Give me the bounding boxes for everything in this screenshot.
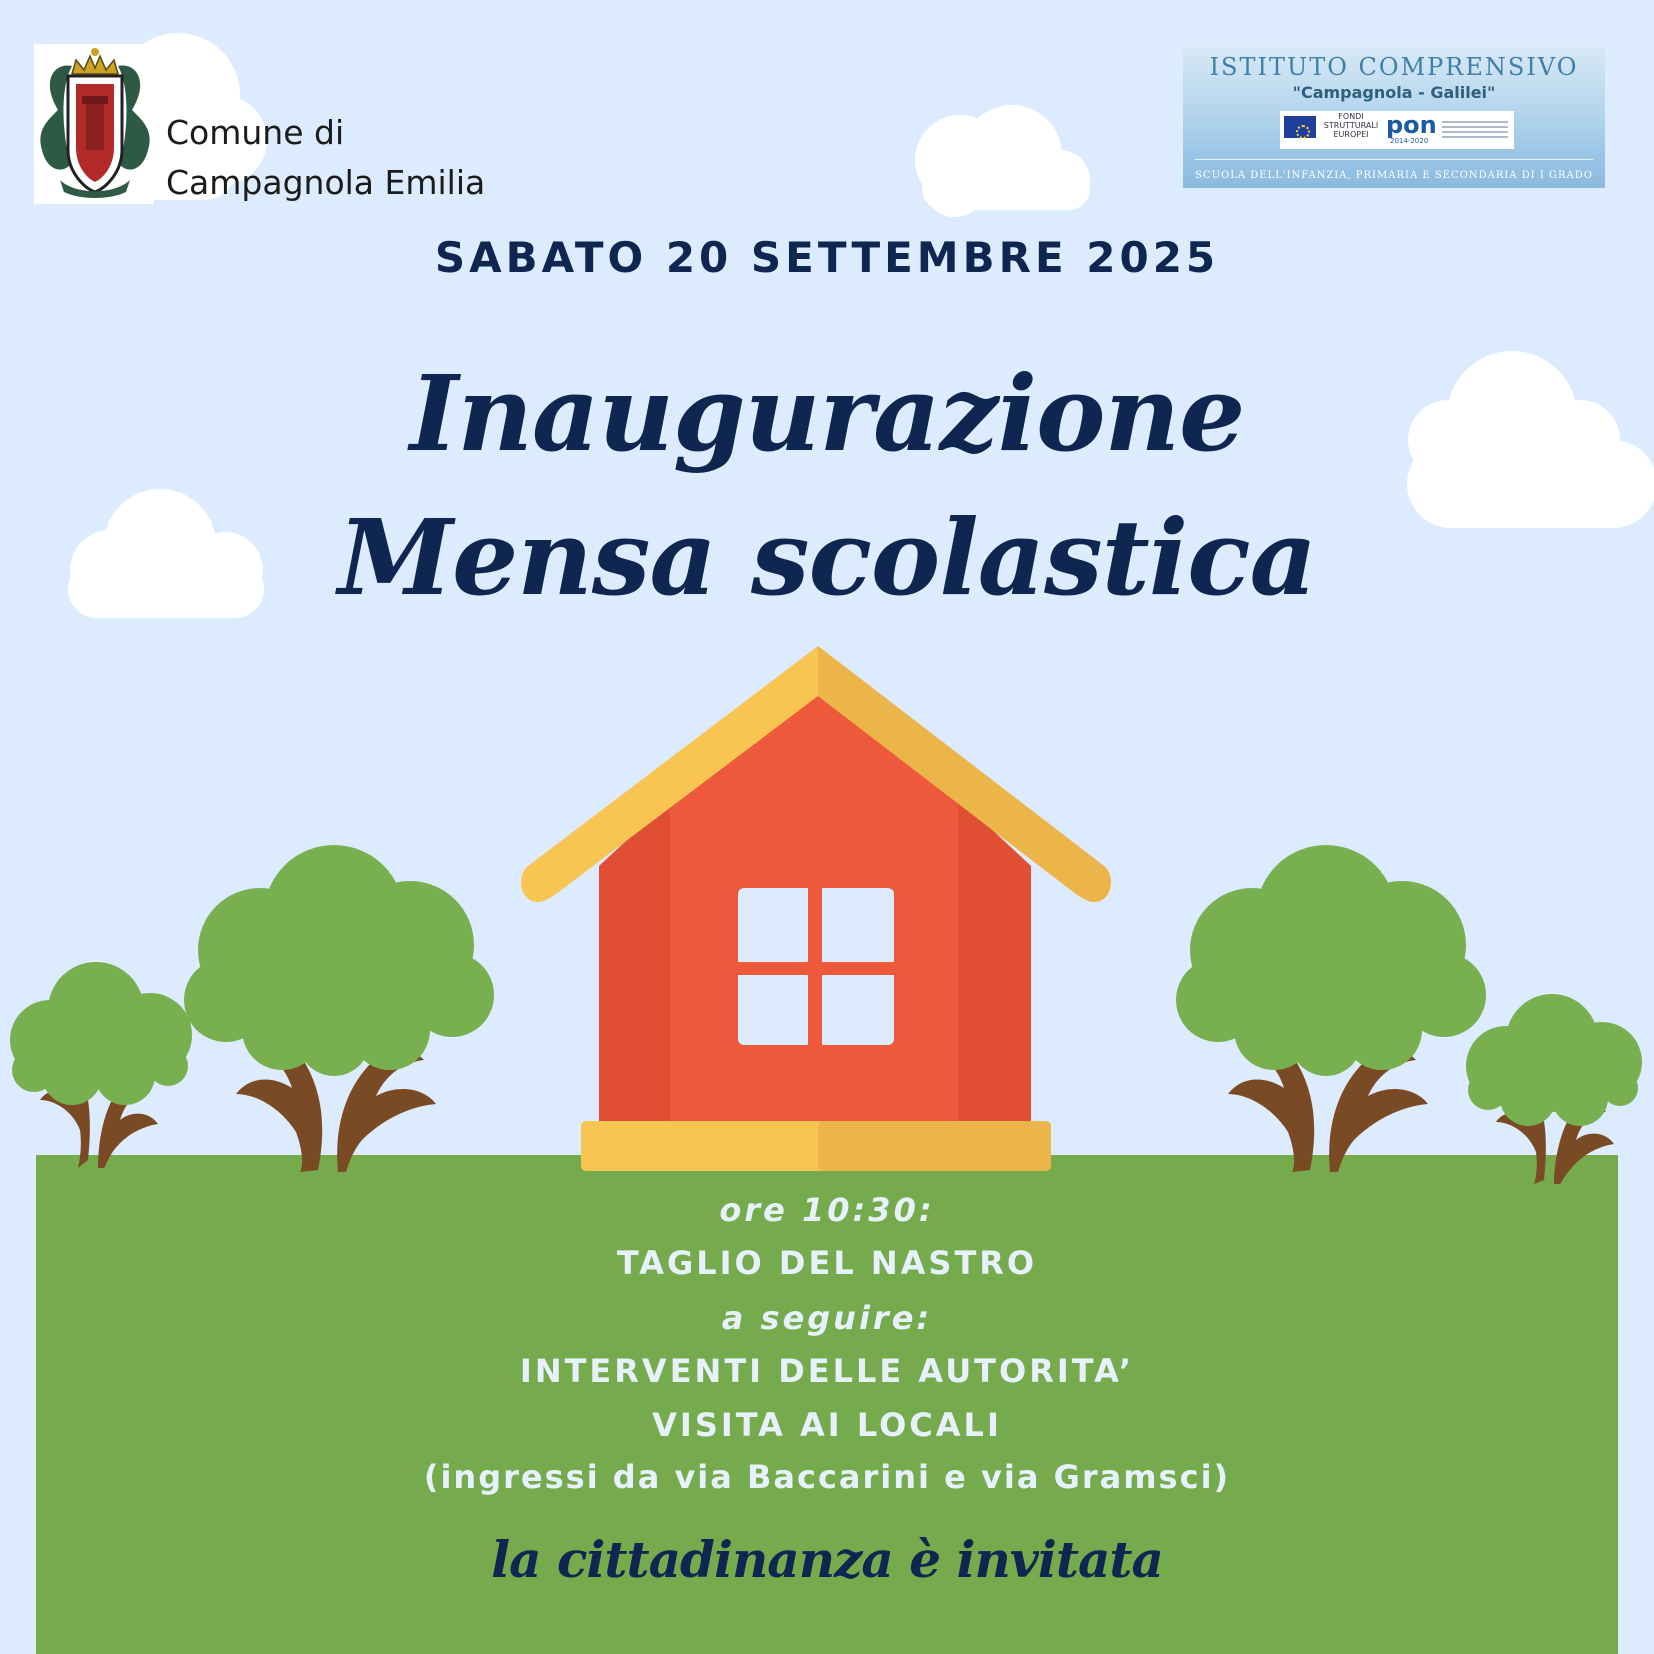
event-title-line2: Mensa scolastica	[338, 496, 1316, 619]
house-illustration	[521, 646, 1111, 1171]
school-logo	[1183, 47, 1605, 188]
ministry-text-lines	[1442, 121, 1508, 123]
program-then: a seguire:	[721, 1299, 933, 1337]
program-item-ribbon: TAGLIO DEL NASTRO	[616, 1244, 1038, 1282]
eu-flag-icon	[1284, 116, 1316, 138]
invitation-text: la cittadinanza è invitata	[491, 1530, 1163, 1589]
school-subtitle: "Campagnola - Galilei"	[1292, 83, 1496, 102]
school-footer: SCUOLA DELL'INFANZIA, PRIMARIA E SECONDARIA DI I GRADO	[1195, 170, 1593, 181]
fondi-label: FONDI STRUTTURALI EUROPEI	[1323, 112, 1379, 139]
logo-divider	[1195, 159, 1593, 160]
program-entrances: (ingressi da via Baccarini e via Gramsci)	[423, 1458, 1231, 1496]
municipality-name	[166, 108, 485, 208]
program-time: ore 10:30:	[719, 1191, 935, 1229]
event-title-line1: Inaugurazione	[409, 352, 1245, 475]
coat-of-arms-icon	[34, 44, 154, 204]
program-item-speeches: INTERVENTI DELLE AUTORITA’	[519, 1352, 1135, 1390]
municipality-line2: Campagnola Emilia	[166, 163, 486, 202]
pon-label: pon	[1386, 111, 1437, 139]
tree-illustration	[184, 845, 494, 1172]
event-date: SABATO 20 SETTEMBRE 2025	[434, 233, 1220, 282]
school-title: ISTITUTO COMPRENSIVO	[1209, 53, 1579, 81]
pon-years: 2014-2020	[1390, 137, 1429, 145]
tree-illustration	[10, 962, 192, 1168]
municipality-line1: Comune di	[166, 113, 345, 152]
cloud-illustration	[915, 105, 1090, 217]
tree-illustration	[1176, 845, 1486, 1172]
program-item-visit: VISITA AI LOCALI	[652, 1406, 1002, 1444]
funding-band	[1280, 111, 1514, 149]
